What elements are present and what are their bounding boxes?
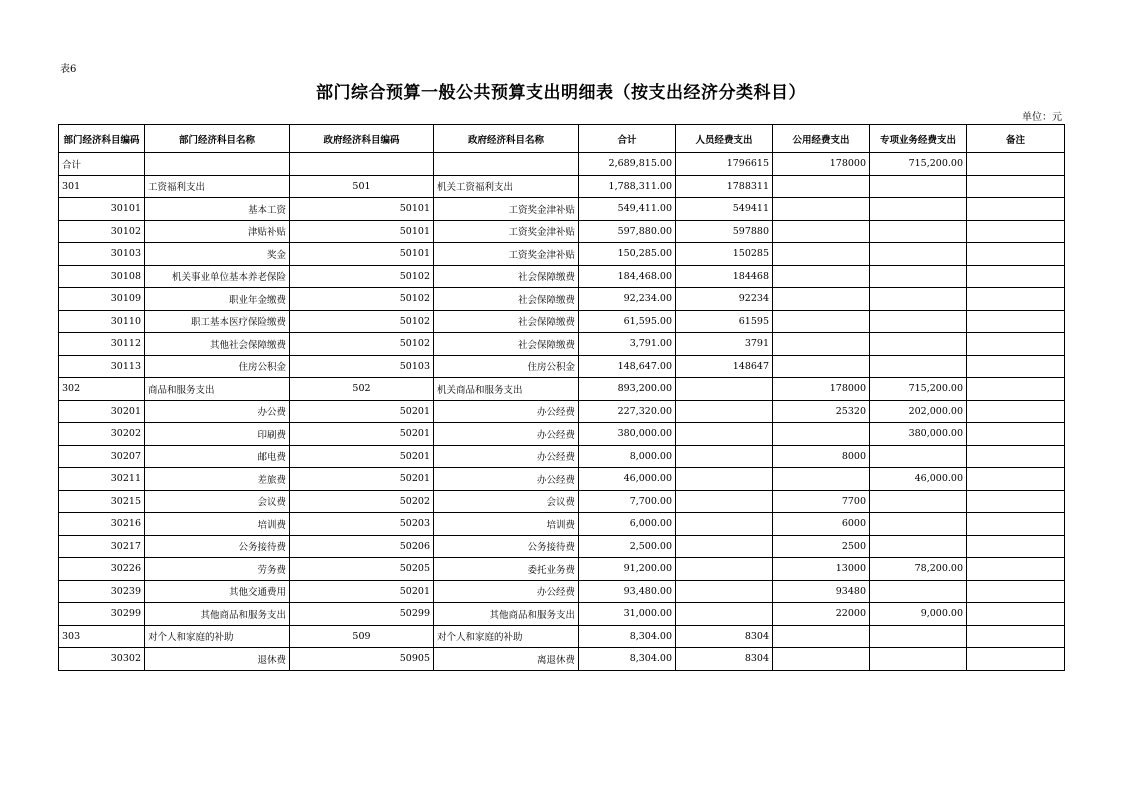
cell-dept-code: 30207 bbox=[59, 445, 145, 468]
table-row-group bbox=[59, 378, 1065, 401]
cell-public: 2500 bbox=[773, 535, 870, 558]
cell-note bbox=[967, 490, 1065, 513]
cell-public: 178000 bbox=[773, 378, 870, 401]
cell-note bbox=[967, 445, 1065, 468]
cell-total: 91,200.00 bbox=[579, 558, 676, 581]
cell-gov-code: 50905 bbox=[290, 648, 434, 671]
cell-note bbox=[967, 625, 1065, 648]
cell-note bbox=[967, 603, 1065, 626]
table-row bbox=[59, 558, 1065, 581]
cell-dept-name: 劳务费 bbox=[145, 558, 290, 581]
cell-gov-code: 50201 bbox=[290, 445, 434, 468]
cell-personnel bbox=[676, 490, 773, 513]
cell-dept-code: 30299 bbox=[59, 603, 145, 626]
cell-gov-code: 50201 bbox=[290, 423, 434, 446]
cell-gov-code: 509 bbox=[290, 625, 434, 648]
cell-note bbox=[967, 468, 1065, 491]
cell-dept-code: 30302 bbox=[59, 648, 145, 671]
total-label: 合计 bbox=[59, 153, 145, 176]
cell-personnel bbox=[676, 423, 773, 446]
cell-gov-code: 50101 bbox=[290, 243, 434, 266]
total-amount: 2,689,815.00 bbox=[579, 153, 676, 176]
cell-personnel: 1788311 bbox=[676, 175, 773, 198]
cell-note bbox=[967, 378, 1065, 401]
cell-personnel bbox=[676, 558, 773, 581]
cell-special bbox=[870, 220, 967, 243]
cell-personnel: 8304 bbox=[676, 625, 773, 648]
cell-personnel bbox=[676, 445, 773, 468]
cell-gov-code: 50202 bbox=[290, 490, 434, 513]
cell-gov-name: 办公经费 bbox=[434, 445, 579, 468]
header-public: 公用经费支出 bbox=[773, 125, 870, 153]
cell-personnel: 148647 bbox=[676, 355, 773, 378]
cell-dept-code: 30102 bbox=[59, 220, 145, 243]
cell-public bbox=[773, 198, 870, 221]
cell-dept-name: 其他社会保障缴费 bbox=[145, 333, 290, 356]
cell-gov-code: 50206 bbox=[290, 535, 434, 558]
cell-gov-code: 50103 bbox=[290, 355, 434, 378]
table-row bbox=[59, 603, 1065, 626]
cell-gov-code: 50201 bbox=[290, 400, 434, 423]
table-row bbox=[59, 288, 1065, 311]
cell-personnel bbox=[676, 468, 773, 491]
cell-public: 6000 bbox=[773, 513, 870, 536]
cell-special bbox=[870, 243, 967, 266]
cell-gov-code: 50101 bbox=[290, 220, 434, 243]
cell-total: 150,285.00 bbox=[579, 243, 676, 266]
cell-special bbox=[870, 175, 967, 198]
table-id: 表6 bbox=[60, 64, 77, 75]
cell-note bbox=[967, 333, 1065, 356]
header-personnel: 人员经费支出 bbox=[676, 125, 773, 153]
cell-total: 1,788,311.00 bbox=[579, 175, 676, 198]
cell-special: 715,200.00 bbox=[870, 378, 967, 401]
cell-public: 22000 bbox=[773, 603, 870, 626]
cell-dept-code: 30217 bbox=[59, 535, 145, 558]
cell-public: 8000 bbox=[773, 445, 870, 468]
cell-public bbox=[773, 648, 870, 671]
table-row bbox=[59, 423, 1065, 446]
cell-personnel bbox=[676, 580, 773, 603]
cell-special bbox=[870, 648, 967, 671]
cell-dept-code: 30109 bbox=[59, 288, 145, 311]
cell-dept-name: 其他交通费用 bbox=[145, 580, 290, 603]
cell-gov-code: 50299 bbox=[290, 603, 434, 626]
cell-dept-name: 会议费 bbox=[145, 490, 290, 513]
cell-note bbox=[967, 265, 1065, 288]
cell-empty bbox=[290, 153, 434, 176]
cell-note bbox=[967, 288, 1065, 311]
cell-note bbox=[967, 580, 1065, 603]
cell-gov-name: 工资奖金津补贴 bbox=[434, 220, 579, 243]
header-dept-code: 部门经济科目编码 bbox=[59, 125, 145, 153]
cell-public: 93480 bbox=[773, 580, 870, 603]
cell-gov-code: 50201 bbox=[290, 468, 434, 491]
cell-dept-name: 差旅费 bbox=[145, 468, 290, 491]
expenditure-table bbox=[58, 124, 1065, 671]
table-row-group bbox=[59, 625, 1065, 648]
cell-gov-name: 住房公积金 bbox=[434, 355, 579, 378]
cell-dept-code: 30103 bbox=[59, 243, 145, 266]
cell-special bbox=[870, 310, 967, 333]
cell-personnel: 184468 bbox=[676, 265, 773, 288]
cell-dept-name: 印刷费 bbox=[145, 423, 290, 446]
cell-dept-name: 工资福利支出 bbox=[145, 175, 290, 198]
cell-gov-code: 501 bbox=[290, 175, 434, 198]
cell-total: 148,647.00 bbox=[579, 355, 676, 378]
cell-gov-name: 社会保障缴费 bbox=[434, 265, 579, 288]
cell-dept-name: 津贴补贴 bbox=[145, 220, 290, 243]
cell-note bbox=[967, 243, 1065, 266]
header-row bbox=[59, 125, 1065, 153]
cell-gov-name: 办公经费 bbox=[434, 580, 579, 603]
header-special: 专项业务经费支出 bbox=[870, 125, 967, 153]
cell-public bbox=[773, 310, 870, 333]
cell-public: 25320 bbox=[773, 400, 870, 423]
page-title: 部门综合预算一般公共预算支出明细表（按支出经济分类科目） bbox=[316, 83, 806, 103]
cell-total: 380,000.00 bbox=[579, 423, 676, 446]
cell-note bbox=[967, 355, 1065, 378]
cell-dept-name: 商品和服务支出 bbox=[145, 378, 290, 401]
cell-gov-code: 50102 bbox=[290, 288, 434, 311]
cell-special bbox=[870, 333, 967, 356]
cell-special bbox=[870, 580, 967, 603]
cell-dept-code: 30215 bbox=[59, 490, 145, 513]
cell-empty bbox=[145, 153, 290, 176]
cell-gov-code: 50203 bbox=[290, 513, 434, 536]
table-row bbox=[59, 198, 1065, 221]
cell-special bbox=[870, 625, 967, 648]
header-total: 合计 bbox=[579, 125, 676, 153]
cell-public: 13000 bbox=[773, 558, 870, 581]
cell-note bbox=[967, 175, 1065, 198]
cell-special: 202,000.00 bbox=[870, 400, 967, 423]
cell-public bbox=[773, 243, 870, 266]
cell-note bbox=[967, 535, 1065, 558]
cell-total: 93,480.00 bbox=[579, 580, 676, 603]
cell-personnel: 92234 bbox=[676, 288, 773, 311]
cell-total: 3,791.00 bbox=[579, 333, 676, 356]
cell-personnel: 549411 bbox=[676, 198, 773, 221]
cell-dept-name: 机关事业单位基本养老保险 bbox=[145, 265, 290, 288]
cell-personnel bbox=[676, 400, 773, 423]
cell-dept-code: 302 bbox=[59, 378, 145, 401]
cell-gov-code: 50102 bbox=[290, 333, 434, 356]
cell-dept-name: 基本工资 bbox=[145, 198, 290, 221]
cell-special: 78,200.00 bbox=[870, 558, 967, 581]
table-row-group bbox=[59, 175, 1065, 198]
table-row bbox=[59, 243, 1065, 266]
cell-public bbox=[773, 468, 870, 491]
cell-empty bbox=[967, 153, 1065, 176]
cell-special bbox=[870, 288, 967, 311]
cell-dept-code: 303 bbox=[59, 625, 145, 648]
cell-dept-name: 职业年金缴费 bbox=[145, 288, 290, 311]
cell-special bbox=[870, 513, 967, 536]
cell-gov-code: 50205 bbox=[290, 558, 434, 581]
cell-total: 8,304.00 bbox=[579, 648, 676, 671]
table-row bbox=[59, 220, 1065, 243]
cell-public bbox=[773, 175, 870, 198]
table-row bbox=[59, 310, 1065, 333]
header-gov-code: 政府经济科目编码 bbox=[290, 125, 434, 153]
cell-personnel: 150285 bbox=[676, 243, 773, 266]
cell-gov-name: 办公经费 bbox=[434, 468, 579, 491]
table-row bbox=[59, 648, 1065, 671]
cell-personnel bbox=[676, 603, 773, 626]
cell-dept-code: 30239 bbox=[59, 580, 145, 603]
cell-personnel: 61595 bbox=[676, 310, 773, 333]
total-row bbox=[59, 153, 1065, 176]
cell-dept-name: 培训费 bbox=[145, 513, 290, 536]
total-special: 715,200.00 bbox=[870, 153, 967, 176]
cell-personnel: 3791 bbox=[676, 333, 773, 356]
cell-total: 92,234.00 bbox=[579, 288, 676, 311]
header-note: 备注 bbox=[967, 125, 1065, 153]
cell-gov-name: 工资奖金津补贴 bbox=[434, 198, 579, 221]
cell-note bbox=[967, 513, 1065, 536]
cell-note bbox=[967, 558, 1065, 581]
cell-dept-name: 邮电费 bbox=[145, 445, 290, 468]
cell-public bbox=[773, 355, 870, 378]
cell-dept-name: 公务接待费 bbox=[145, 535, 290, 558]
cell-gov-name: 会议费 bbox=[434, 490, 579, 513]
cell-public: 7700 bbox=[773, 490, 870, 513]
table-row bbox=[59, 333, 1065, 356]
cell-dept-code: 30202 bbox=[59, 423, 145, 446]
cell-total: 227,320.00 bbox=[579, 400, 676, 423]
cell-public bbox=[773, 220, 870, 243]
cell-personnel bbox=[676, 513, 773, 536]
cell-dept-code: 30113 bbox=[59, 355, 145, 378]
header-dept-name: 部门经济科目名称 bbox=[145, 125, 290, 153]
cell-note bbox=[967, 198, 1065, 221]
table-row bbox=[59, 513, 1065, 536]
cell-note bbox=[967, 423, 1065, 446]
cell-dept-name: 住房公积金 bbox=[145, 355, 290, 378]
cell-gov-name: 机关工资福利支出 bbox=[434, 175, 579, 198]
cell-dept-name: 退休费 bbox=[145, 648, 290, 671]
cell-total: 6,000.00 bbox=[579, 513, 676, 536]
cell-personnel: 597880 bbox=[676, 220, 773, 243]
cell-total: 184,468.00 bbox=[579, 265, 676, 288]
cell-special bbox=[870, 445, 967, 468]
cell-gov-name: 培训费 bbox=[434, 513, 579, 536]
cell-total: 46,000.00 bbox=[579, 468, 676, 491]
cell-dept-code: 30211 bbox=[59, 468, 145, 491]
cell-gov-name: 对个人和家庭的补助 bbox=[434, 625, 579, 648]
cell-gov-name: 办公经费 bbox=[434, 423, 579, 446]
cell-gov-name: 公务接待费 bbox=[434, 535, 579, 558]
cell-public bbox=[773, 265, 870, 288]
table-row bbox=[59, 580, 1065, 603]
cell-total: 2,500.00 bbox=[579, 535, 676, 558]
cell-total: 8,304.00 bbox=[579, 625, 676, 648]
table-row bbox=[59, 468, 1065, 491]
cell-dept-name: 奖金 bbox=[145, 243, 290, 266]
cell-gov-code: 50102 bbox=[290, 265, 434, 288]
table-row bbox=[59, 445, 1065, 468]
cell-special bbox=[870, 265, 967, 288]
table-row bbox=[59, 535, 1065, 558]
cell-gov-name: 社会保障缴费 bbox=[434, 310, 579, 333]
cell-gov-name: 机关商品和服务支出 bbox=[434, 378, 579, 401]
cell-special: 46,000.00 bbox=[870, 468, 967, 491]
table-row bbox=[59, 265, 1065, 288]
cell-gov-code: 50102 bbox=[290, 310, 434, 333]
cell-note bbox=[967, 310, 1065, 333]
cell-public bbox=[773, 625, 870, 648]
cell-note bbox=[967, 400, 1065, 423]
cell-personnel: 8304 bbox=[676, 648, 773, 671]
cell-empty bbox=[434, 153, 579, 176]
cell-dept-code: 301 bbox=[59, 175, 145, 198]
cell-special bbox=[870, 355, 967, 378]
cell-special: 380,000.00 bbox=[870, 423, 967, 446]
cell-public bbox=[773, 423, 870, 446]
cell-dept-name: 对个人和家庭的补助 bbox=[145, 625, 290, 648]
cell-dept-code: 30226 bbox=[59, 558, 145, 581]
cell-gov-name: 其他商品和服务支出 bbox=[434, 603, 579, 626]
cell-gov-name: 工资奖金津补贴 bbox=[434, 243, 579, 266]
cell-personnel bbox=[676, 378, 773, 401]
cell-gov-name: 社会保障缴费 bbox=[434, 333, 579, 356]
cell-total: 61,595.00 bbox=[579, 310, 676, 333]
cell-total: 8,000.00 bbox=[579, 445, 676, 468]
cell-public bbox=[773, 288, 870, 311]
table-row bbox=[59, 355, 1065, 378]
total-public: 178000 bbox=[773, 153, 870, 176]
unit-label: 单位：元 bbox=[1022, 112, 1062, 123]
cell-special: 9,000.00 bbox=[870, 603, 967, 626]
cell-gov-code: 502 bbox=[290, 378, 434, 401]
cell-total: 893,200.00 bbox=[579, 378, 676, 401]
cell-dept-code: 30101 bbox=[59, 198, 145, 221]
cell-dept-code: 30108 bbox=[59, 265, 145, 288]
table-row bbox=[59, 400, 1065, 423]
table-row bbox=[59, 490, 1065, 513]
cell-special bbox=[870, 198, 967, 221]
cell-dept-code: 30110 bbox=[59, 310, 145, 333]
cell-gov-code: 50101 bbox=[290, 198, 434, 221]
cell-dept-code: 30216 bbox=[59, 513, 145, 536]
header-gov-name: 政府经济科目名称 bbox=[434, 125, 579, 153]
cell-dept-code: 30112 bbox=[59, 333, 145, 356]
cell-gov-name: 离退休费 bbox=[434, 648, 579, 671]
cell-special bbox=[870, 535, 967, 558]
cell-personnel bbox=[676, 535, 773, 558]
cell-total: 549,411.00 bbox=[579, 198, 676, 221]
cell-dept-name: 其他商品和服务支出 bbox=[145, 603, 290, 626]
cell-dept-name: 办公费 bbox=[145, 400, 290, 423]
cell-total: 597,880.00 bbox=[579, 220, 676, 243]
cell-gov-code: 50201 bbox=[290, 580, 434, 603]
cell-gov-name: 委托业务费 bbox=[434, 558, 579, 581]
cell-special bbox=[870, 490, 967, 513]
cell-total: 7,700.00 bbox=[579, 490, 676, 513]
cell-note bbox=[967, 220, 1065, 243]
total-personnel: 1796615 bbox=[676, 153, 773, 176]
cell-gov-name: 办公经费 bbox=[434, 400, 579, 423]
cell-dept-code: 30201 bbox=[59, 400, 145, 423]
cell-note bbox=[967, 648, 1065, 671]
cell-public bbox=[773, 333, 870, 356]
cell-gov-name: 社会保障缴费 bbox=[434, 288, 579, 311]
cell-total: 31,000.00 bbox=[579, 603, 676, 626]
cell-dept-name: 职工基本医疗保险缴费 bbox=[145, 310, 290, 333]
